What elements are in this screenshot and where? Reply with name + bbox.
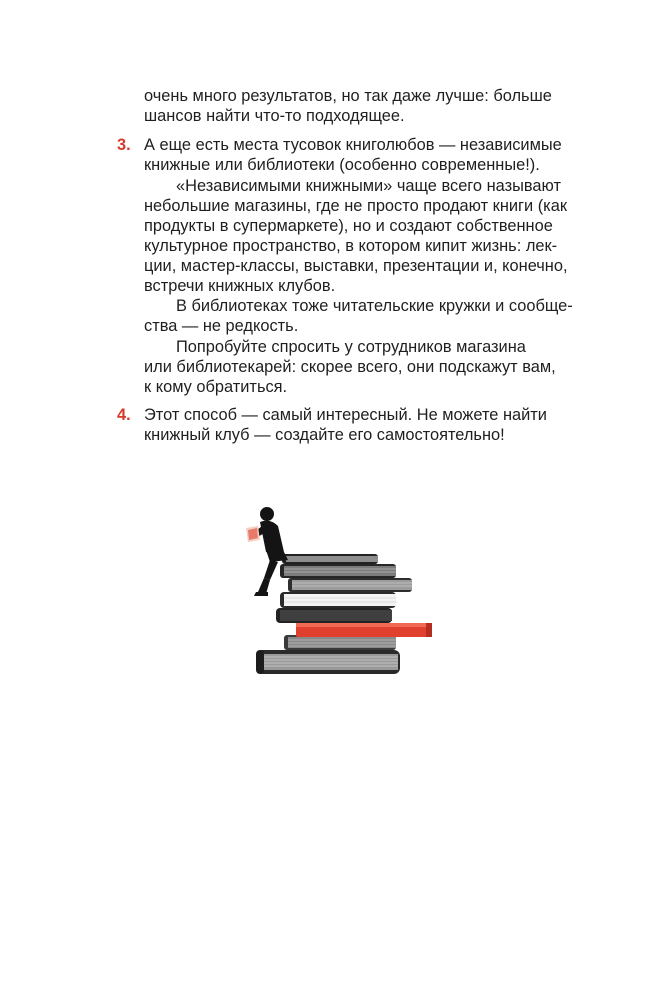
item-3-line-6: культурное пространство, в котором кипит жизнь: лек- [144, 237, 558, 255]
item-4-line-2: книжный клуб — создайте его самостоятельно! [144, 426, 505, 444]
item-4-line-1: Этот способ — самый интересный. Не можете найти [144, 406, 547, 424]
item-3-line-4: небольшие магазины, где не просто продают книги (как [144, 197, 568, 215]
continuation-line-1: очень много результатов, но так даже лучше: больше [144, 87, 552, 105]
book-bottom [256, 650, 400, 674]
item-3-line-7: ции, мастер-классы, выставки, презентации и, конечно, [144, 257, 568, 275]
item-3-number: 3. [117, 136, 131, 154]
item-3-line-5: продукты в супермаркете), но и создают собственное [144, 217, 553, 235]
reader-on-books-illustration [240, 500, 440, 680]
continuation-line-2: шансов найти что-то подходящее. [144, 107, 405, 125]
book-dark [276, 608, 392, 623]
item-3-line-2: книжные или библиотеки (особенно современные!). [144, 156, 540, 174]
book-top [280, 554, 396, 578]
item-3-line-3: «Независимыми книжными» чаще всего называют [176, 177, 561, 195]
book-red [296, 623, 432, 637]
item-3-line-1: А еще есть места тусовок книголюбов — независимые [144, 136, 562, 154]
book-white [280, 592, 396, 608]
item-4-number: 4. [117, 406, 131, 424]
item-3-line-11: Попробуйте спросить у сотрудников магазина [176, 338, 526, 356]
item-3-line-8: встречи книжных клубов. [144, 277, 336, 295]
held-book [246, 526, 260, 542]
book-gray [284, 635, 396, 650]
book-gray-2 [288, 578, 412, 592]
item-3-line-12: или библиотекарей: скорее всего, они подскажут вам, [144, 358, 556, 376]
item-3-line-10: ства — не редкость. [144, 317, 299, 335]
item-3-line-9: В библиотеках тоже читательские кружки и сообще- [176, 297, 573, 315]
item-3-line-13: к кому обратиться. [144, 378, 288, 396]
reader-silhouette [252, 507, 288, 596]
